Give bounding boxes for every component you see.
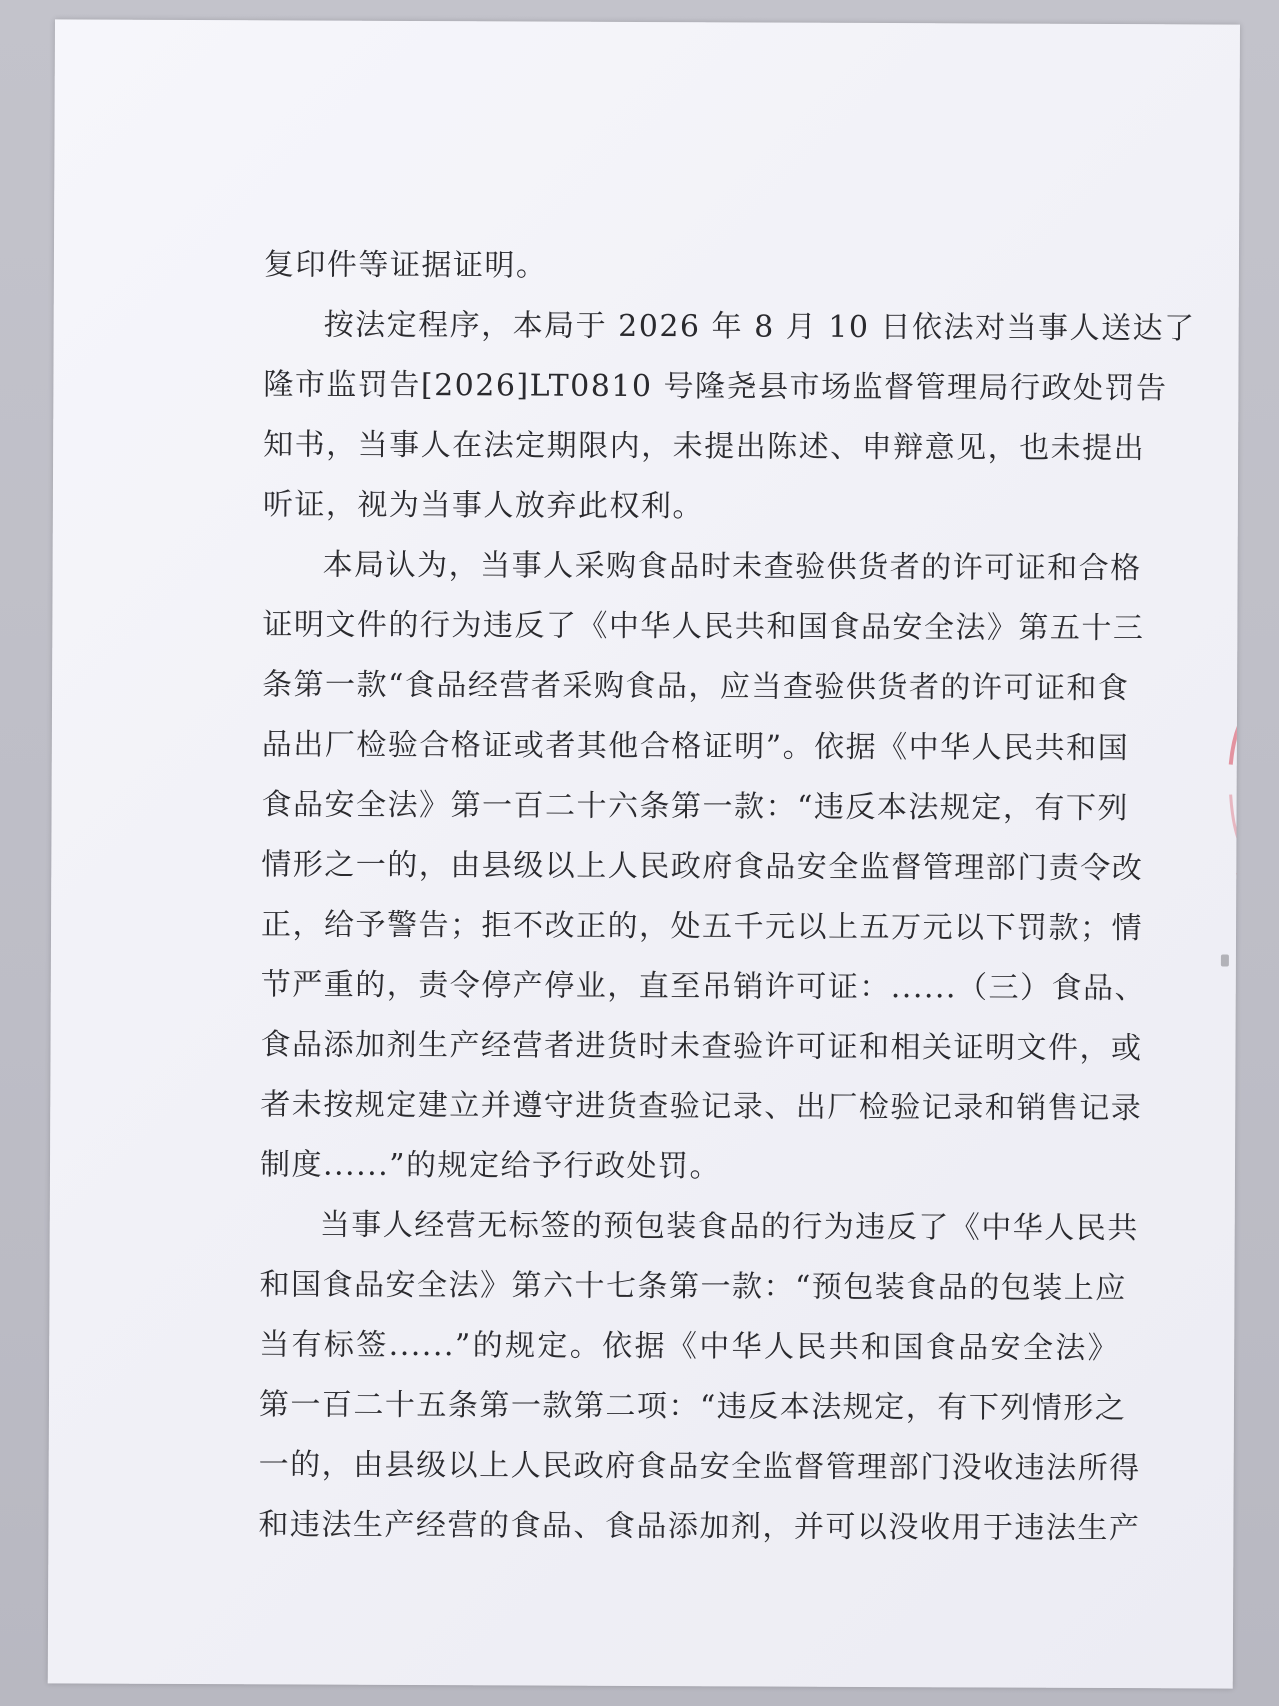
text-line: 情形之一的，由县级以上人民政府食品安全监督管理部门责令改: [261, 847, 1144, 887]
text-line: 制度......”的规定给予行政处罚。: [259, 1147, 722, 1185]
text-line: 和国食品安全法》第六十七条第一款：“预包装食品的包装上应: [259, 1267, 1127, 1307]
text-line: 当有标签......”的规定。依据《中华人民共和国食品安全法》: [259, 1327, 1120, 1367]
text-line: 第一百二十五条第一款第二项：“违反本法规定，有下列情形之: [258, 1387, 1127, 1427]
text-line: 本局认为，当事人采购食品时未查验供货者的许可证和合格: [322, 547, 1142, 587]
paper-mark: [1221, 955, 1229, 967]
text-line: 食品添加剂生产经营者进货时未查验许可证和相关证明文件，或: [260, 1027, 1143, 1067]
text-line: 听证，视为当事人放弃此权利。: [262, 487, 704, 525]
document-body: [258, 235, 1196, 1559]
document-text: [258, 235, 1196, 1559]
text-line: 知书，当事人在法定期限内，未提出陈述、申辩意见，也未提出: [263, 427, 1146, 467]
text-line: 按法定程序，本局于 2026 年 8 月 10 日依法对当事人送达了: [323, 307, 1196, 347]
text-line: 证明文件的行为违反了《中华人民共和国食品安全法》第五十三: [262, 607, 1145, 647]
text-line: 一的，由县级以上人民政府食品安全监督管理部门没收违法所得: [258, 1447, 1141, 1487]
text-line: 节严重的，责令停产停业，直至吊销许可证：......（三）食品、: [260, 967, 1147, 1007]
text-line: 者未按规定建立并遵守进货查验记录、出厂检验记录和销售记录: [260, 1087, 1143, 1127]
text-line: 当事人经营无标签的预包装食品的行为违反了《中华人民共: [319, 1207, 1139, 1247]
text-line: 品出厂检验合格证或者其他合格证明”。依据《中华人民共和国: [261, 727, 1130, 767]
text-line: 正，给予警告；拒不改正的，处五千元以上五万元以下罚款；情: [260, 907, 1144, 947]
document-page: [48, 19, 1240, 1688]
text-line: 复印件等证据证明。: [263, 247, 548, 284]
text-line: 隆市监罚告[2026]LT0810 号隆尧县市场监督管理局行政处罚告: [263, 367, 1168, 407]
text-line: 和违法生产经营的食品、食品添加剂，并可以没收用于违法生产: [258, 1507, 1141, 1547]
text-line: 条第一款“食品经营者采购食品，应当查验供货者的许可证和食: [262, 667, 1130, 707]
text-line: 食品安全法》第一百二十六条第一款：“违反本法规定，有下列: [261, 787, 1129, 827]
